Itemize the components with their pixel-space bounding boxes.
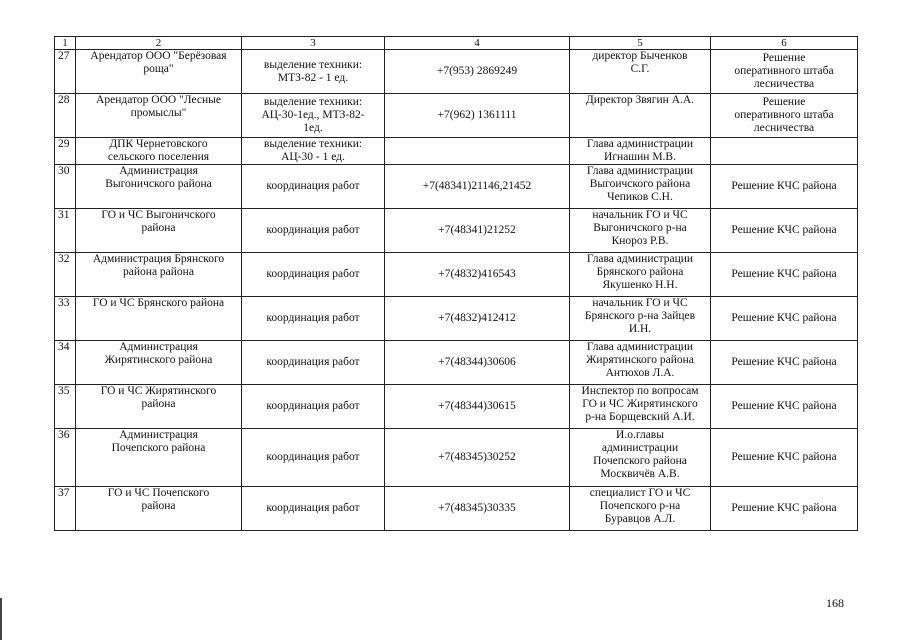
task-cell (242, 341, 385, 385)
table-row (55, 385, 858, 429)
phone-cell-line: +7(48341)21146,21452 (422, 180, 532, 192)
table-row (55, 341, 858, 385)
organization-cell (76, 50, 242, 94)
contact-person-cell-line: Глава администрации (586, 165, 694, 177)
organization-cell (76, 94, 242, 138)
organization-cell-line: сельского поселения (107, 151, 210, 163)
phone-cell (385, 429, 570, 487)
phone-cell (385, 253, 570, 297)
basis-cell (711, 165, 858, 209)
contact-person-cell-line: Кнороз Р.В. (611, 235, 669, 247)
row-number-cell: 28 (55, 94, 76, 138)
column-header: 3 (242, 37, 385, 50)
task-cell-line: координация работ (266, 224, 360, 236)
contact-person-cell-line: специалист ГО и ЧС (589, 487, 691, 499)
organization-cell-line: Администрация (119, 165, 198, 177)
contact-person-cell-line: Игнашин М.В. (604, 151, 676, 163)
organization-cell-line: Администрация Брянского (92, 253, 225, 265)
basis-cell-line: лесничества (753, 122, 815, 134)
column-header: 1 (55, 37, 76, 50)
task-cell (242, 209, 385, 253)
contact-person-cell (570, 385, 711, 429)
task-cell (242, 487, 385, 531)
contact-person-cell-line: Жирятинского района (586, 354, 694, 366)
task-cell-line: координация работ (266, 451, 360, 463)
contact-person-cell-line: Выгоичского района (589, 178, 691, 190)
task-cell (242, 253, 385, 297)
organization-cell (76, 138, 242, 165)
phone-cell-line: +7(48345)30252 (438, 451, 516, 463)
organization-cell-line: района (141, 222, 176, 234)
table-row (55, 429, 858, 487)
basis-cell-line: Решение КЧС района (731, 180, 837, 192)
basis-cell (711, 429, 858, 487)
basis-cell-line: Решение КЧС района (731, 224, 837, 236)
row-number-cell: 36 (55, 429, 76, 487)
basis-cell-line: оперативного штаба (734, 65, 834, 77)
organization-cell-line: ГО и ЧС Брянского района (92, 297, 225, 309)
contact-person-cell-line: Антюхов Л.А. (605, 367, 675, 379)
table-row (55, 297, 858, 341)
task-cell-line: координация работ (266, 400, 360, 412)
table-row (55, 94, 858, 138)
task-cell-line: выделение техники: (263, 58, 363, 71)
basis-cell-line: Решение КЧС района (731, 451, 837, 463)
basis-cell (711, 138, 858, 165)
phone-cell (385, 138, 570, 165)
phone-cell (385, 165, 570, 209)
phone-cell-line: +7(48345)30335 (438, 502, 516, 514)
organization-cell-line: роща" (143, 63, 174, 75)
organization-cell (76, 341, 242, 385)
contact-person-cell-line: Глава администрации (586, 341, 694, 353)
row-number-cell: 31 (55, 209, 76, 253)
organization-cell-line: ГО и ЧС Почепского (107, 487, 210, 499)
task-cell-line: АЦ-30 - 1 ед. (281, 151, 345, 163)
table-row (55, 50, 858, 94)
organization-cell-line: Жирятинского района (104, 354, 213, 366)
organization-cell-line: Арендатор ООО "Лесные (96, 94, 221, 106)
contact-person-cell (570, 138, 711, 165)
task-cell (242, 429, 385, 487)
contact-person-cell-line: Почепского р-на (599, 500, 681, 512)
basis-cell-line: Решение КЧС района (731, 312, 837, 324)
contact-person-cell-line: Чепиков С.Н. (607, 191, 673, 203)
phone-cell (385, 385, 570, 429)
organization-cell-line: промыслы" (130, 107, 187, 119)
contact-person-cell-line: ГО и ЧС Жирятинского (582, 398, 698, 410)
row-number-cell: 30 (55, 165, 76, 209)
contact-person-cell-line: директор Быченков (592, 50, 688, 62)
organization-cell-line: района (141, 500, 176, 512)
phone-cell-line: +7(48344)30615 (438, 400, 516, 412)
row-number-cell: 34 (55, 341, 76, 385)
scan-edge-mark (0, 598, 2, 640)
basis-cell (711, 385, 858, 429)
basis-cell-line: Решение (762, 96, 806, 108)
column-header: 4 (385, 37, 570, 50)
contact-person-cell-line: Глава администрации (586, 253, 694, 265)
organization-cell (76, 253, 242, 297)
task-cell-line: координация работ (266, 180, 360, 192)
organization-cell-line: Администрация (119, 341, 198, 353)
contact-person-cell (570, 253, 711, 297)
task-cell-line: координация работ (266, 356, 360, 368)
contact-person-cell-line: И.Н. (628, 323, 652, 335)
basis-cell (711, 253, 858, 297)
basis-cell-line: Решение КЧС района (731, 502, 837, 514)
basis-cell-line: Решение КЧС района (731, 268, 837, 280)
table-row (55, 487, 858, 531)
contact-person-cell (570, 50, 711, 94)
row-number-cell: 27 (55, 50, 76, 94)
task-cell-line: координация работ (266, 268, 360, 280)
task-cell (242, 297, 385, 341)
contact-person-cell-line: начальник ГО и ЧС (592, 297, 688, 309)
contact-person-cell-line: Выгоничского р-на (593, 222, 687, 234)
column-header: 2 (76, 37, 242, 50)
contact-person-cell-line: Глава администрации (586, 138, 694, 150)
organization-cell-line: Администрация (119, 429, 198, 441)
organization-cell (76, 429, 242, 487)
task-cell (242, 165, 385, 209)
basis-cell-line: лесничества (753, 78, 815, 90)
organization-cell-line: района (141, 398, 176, 410)
organization-cell (76, 297, 242, 341)
contact-person-cell-line: р-на Борщевский А.И. (585, 411, 695, 423)
table-body (55, 37, 858, 531)
contact-person-cell (570, 94, 711, 138)
table-row (55, 138, 858, 165)
contact-person-cell (570, 297, 711, 341)
row-number-cell: 35 (55, 385, 76, 429)
basis-cell (711, 50, 858, 94)
contact-person-cell-line: Брянского района (596, 266, 684, 278)
task-cell (242, 50, 385, 94)
phone-cell-line: +7(962) 1361111 (437, 109, 517, 121)
contact-person-cell-line: Буравцов А.Л. (604, 513, 676, 525)
contact-person-cell-line: начальник ГО и ЧС (592, 209, 688, 221)
phone-cell-line: +7(4832)416543 (438, 268, 516, 280)
task-cell-line: выделение техники: (263, 96, 363, 108)
task-cell-line: выделение техники: (263, 138, 363, 150)
responsibility-table (54, 36, 858, 531)
basis-cell (711, 297, 858, 341)
column-number-row (55, 37, 858, 50)
task-cell-line: 1ед. (303, 122, 323, 134)
contact-person-cell-line: Якушенко Н.Н. (602, 279, 678, 291)
contact-person-cell (570, 341, 711, 385)
contact-person-cell (570, 429, 711, 487)
column-header: 5 (570, 37, 711, 50)
page-number: 168 (826, 596, 844, 610)
organization-cell-line: ДПК Чернетовского (109, 138, 208, 150)
basis-cell-line: Решение (762, 52, 806, 64)
organization-cell-line: Арендатор ООО "Берёзовая (90, 50, 227, 62)
organization-cell-line: ГО и ЧС Жирятинского (100, 385, 217, 397)
phone-cell-line: +7(953) 2869249 (436, 65, 518, 77)
organization-cell (76, 209, 242, 253)
contact-person-cell-line: Брянского р-на Зайцев (584, 310, 696, 322)
task-cell (242, 94, 385, 138)
basis-cell-line: Решение КЧС района (731, 356, 837, 368)
organization-cell (76, 487, 242, 531)
basis-cell (711, 341, 858, 385)
contact-person-cell-line: Директор Звягин А.А. (585, 94, 695, 106)
contact-person-cell (570, 209, 711, 253)
column-header: 6 (711, 37, 858, 50)
basis-cell (711, 94, 858, 138)
organization-cell-line: района района (123, 266, 194, 278)
row-number-cell: 29 (55, 138, 76, 165)
basis-cell (711, 209, 858, 253)
row-number-cell: 32 (55, 253, 76, 297)
phone-cell (385, 209, 570, 253)
organization-cell (76, 165, 242, 209)
table-row (55, 209, 858, 253)
phone-cell (385, 94, 570, 138)
phone-cell-line: +7(48344)30606 (438, 356, 516, 368)
organization-cell-line: Почепского района (111, 442, 206, 454)
table-row (55, 253, 858, 297)
row-number-cell: 33 (55, 297, 76, 341)
basis-cell-line: оперативного штаба (734, 109, 834, 121)
organization-cell-line: Выгоничского района (105, 178, 212, 190)
task-cell (242, 138, 385, 165)
phone-cell-line: +7(48341)21252 (438, 224, 516, 236)
phone-cell-line: +7(4832)412412 (438, 312, 516, 324)
task-cell-line: АЦ-30-1ед., МТЗ-82- (261, 109, 365, 121)
basis-cell (711, 487, 858, 531)
phone-cell (385, 487, 570, 531)
contact-person-cell-line: И.о.главы (616, 429, 664, 441)
contact-person-cell-line: Почепского района (593, 455, 687, 467)
basis-cell-line: Решение КЧС района (731, 400, 837, 412)
contact-person-cell (570, 165, 711, 209)
organization-cell (76, 385, 242, 429)
contact-person-cell-line: Инспектор по вопросам (581, 385, 699, 397)
row-number-cell: 37 (55, 487, 76, 531)
contact-person-cell-line: администрации (601, 442, 679, 454)
contact-person-cell-line: Москвичёв А.В. (600, 468, 680, 480)
task-cell-line: координация работ (266, 502, 360, 514)
organization-cell-line: ГО и ЧС Выгоничского (101, 209, 216, 221)
table-row (55, 165, 858, 209)
phone-cell (385, 297, 570, 341)
contact-person-cell-line: С.Г. (630, 63, 650, 75)
phone-cell (385, 341, 570, 385)
task-cell-line: МТЗ-82 - 1 ед. (277, 71, 349, 84)
task-cell (242, 385, 385, 429)
phone-cell (385, 50, 570, 94)
task-cell-line: координация работ (266, 312, 360, 324)
contact-person-cell (570, 487, 711, 531)
